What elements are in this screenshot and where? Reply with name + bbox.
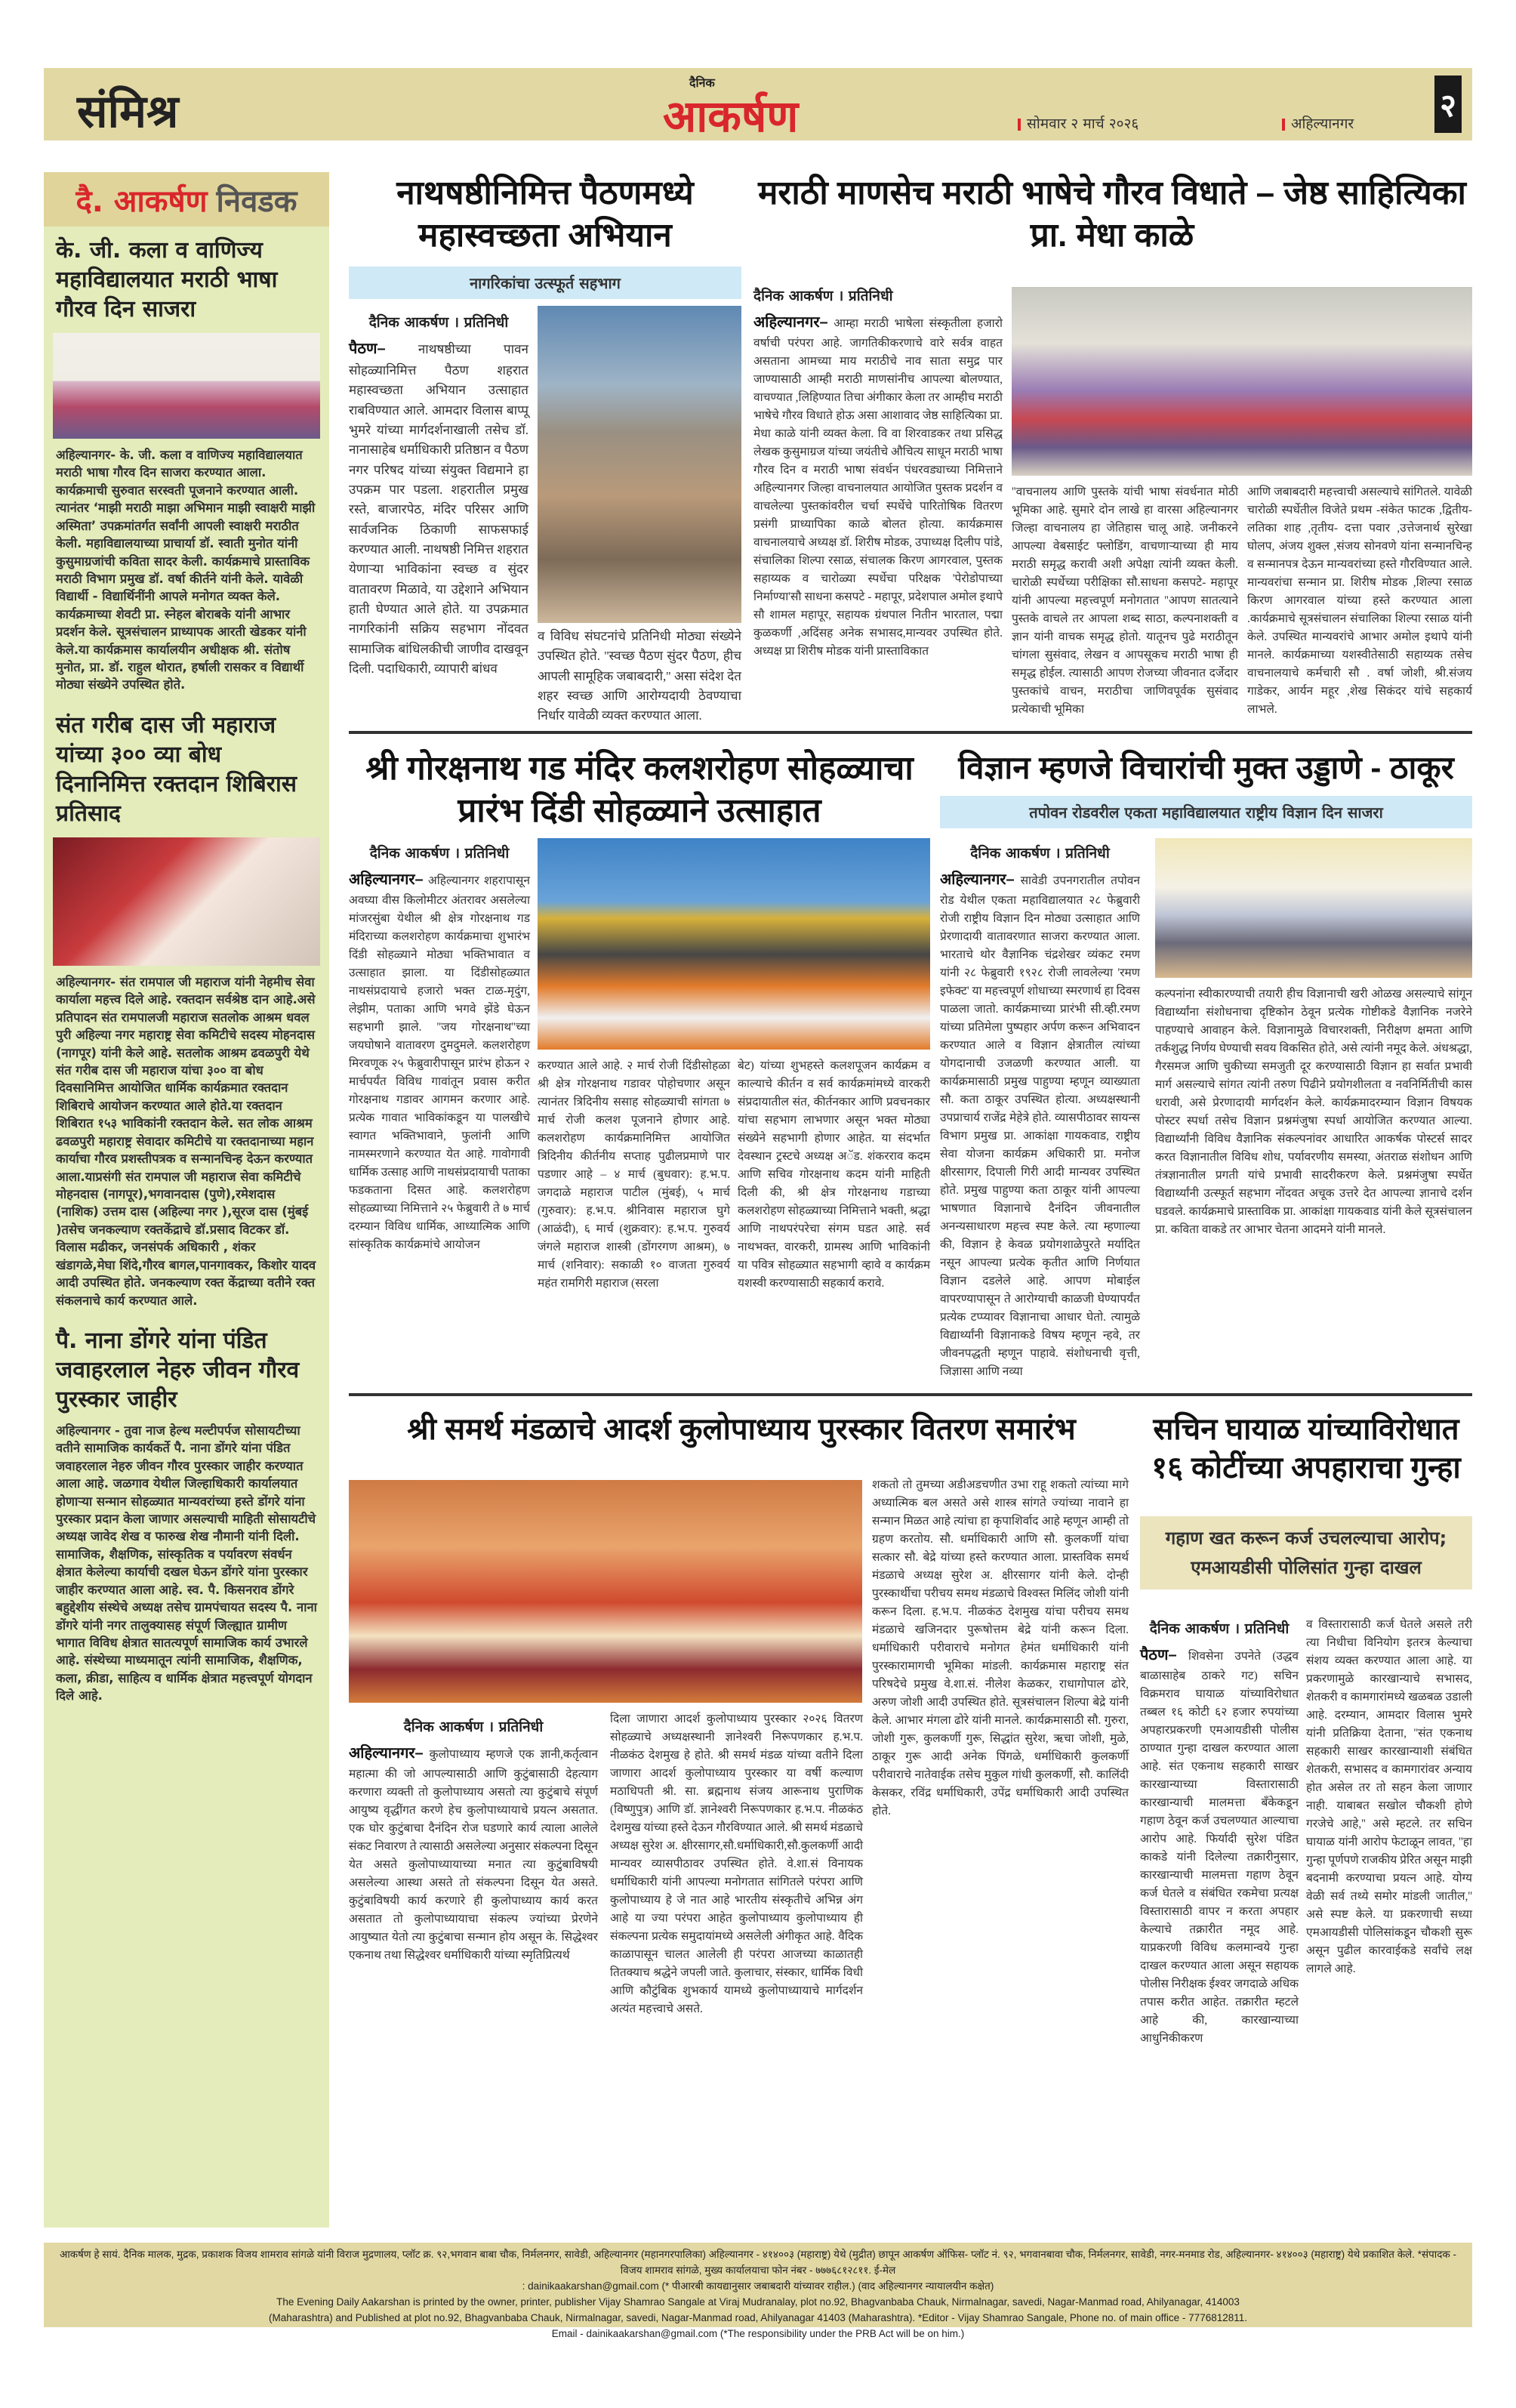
article-gorakshnath [349, 748, 930, 833]
article-gorakshnath-body [349, 868, 530, 1254]
left-article-3-headline: पै. नाना डोंगरे यांना पंडित जवाहरलाल नेहरु जीवन गौरव पुरस्कार जाहीर [56, 1327, 300, 1413]
nivadak-banner-red: दै. आकर्षण [75, 183, 208, 219]
article-vidnyan-subheading: तपोवन रोडवरील एकता महाविद्यालयात राष्ट्रीय विज्ञान दिन साजरा [940, 796, 1472, 828]
page-number: २ [1434, 76, 1462, 133]
imprint-english-3: Email - dainikaakarshan@gmail.com (*The responsibility under the PRB Act will be on him.) [551, 2327, 965, 2339]
article-gorakshnath-body-text: अहिल्यानगर शहरापासून अवघ्या वीस किलोमीटर अंतरावर असलेल्या मांजरसुंबा येथील श्री क्षेत्र गोरक्षनाथ गड मंदिराच्या कलशरोहण कार्यक्रमाचा शुभारंभ दिंडी सोहळ्याने मोठ्या भक्तिभावात व उत्साहात झाला. या दिंडीसोहळ्यात नाथसंप्रदायाचे हजारो भक्त टाळ-मृदुंग, लेझीम, पताका आणि भगवे झेंडे घेऊन सहभागी झाले. ''जय गोरक्षनाथ''च्या जयघोषाने वातावरण दुमदुमले. कलशरोहण मिरवणूक २५ फेब्रुवारीपासून प्रारंभ होऊन २ मार्चपर्यंत विविध गावांतून प्रवास करीत गोरक्षनाथ गडावर आगमन करणार आहे. प्रत्येक गावात भाविकांकडून या पालखीचे स्वागत भक्तिभावाने, फुलांनी आणि नामस्मरणाने करण्यात येत आहे. गावोगावी धार्मिक उत्साह आणि नाथसंप्रदायाची पताका फडकताना दिसत आहे. कलशरोहण सोहळ्याच्या निमित्ताने २५ फेब्रुवारी ते ७ मार्च दरम्यान विविध धार्मिक, आध्यात्मिक आणि सांस्कृतिक कार्यक्रमांचे आयोजन [349, 874, 531, 1252]
edition-city [1282, 113, 1354, 133]
left-article-1-headline: के. जी. कला व वाणिज्य महाविद्यालयात मराठी भाषा गौरव दिन साजरा [56, 237, 278, 322]
imprint-english-2: (Maharashtra) and Published at plot no.92, Bhagvanbaba Chauk, Nirmalnagar, savedi, Nagar-Manmad road, Ahilyanagar 41403 (Maharashtra). *Editor - Vijay Shamrao Sangale, Phone no. of main office - 7776812811. [268, 2311, 1248, 2323]
article-gorakshnath-headline: श्री गोरक्षनाथ गड मंदिर कलशरोहण सोहळ्याचा प्रारंभ दिंडी सोहळ्याने उत्साहात [365, 750, 914, 830]
article-paithan-body-text: नाथषष्ठीच्या पावन सोहळ्यानिमित्त पैठण शहरात महास्वच्छता अभियान उत्साहात राबविण्यात आले. आमदार विलास बाप्पू भुमरे यांच्या मार्गदर्शनाखाली तसेच डॉ. नानासाहेब धर्माधिकारी प्रतिष्ठान व पैठण नगर परिषद यांच्या संयुक्त विद्यमाने हा उपक्रम पार पडला. शहरातील प्रमुख रस्ते, बाजारपेठ, मंदिर परिसर आणि सार्वजनिक ठिकाणी साफसफाई करण्यात आली. नाथषष्ठी निमित्त शहरात येणाऱ्या भाविकांना स्वच्छ व सुंदर वातावरण मिळावे, या उद्देशाने अभियान हाती घेण्यात आले होते. या उपक्रमात नागरिकांनी सक्रिय सहभाग नोंदवत सामाजिक बांधिलकीची जाणीव दाखवून दिली. पदाधिकारी, व्यापारी बांधव [349, 342, 528, 677]
imprint-marathi: आकर्षण हे सायं. दैनिक मालक, मुद्रक, प्रकाशक विजय शामराव सांगळे यांनी विराज मुद्रणालय, प्लॉट क्र. ९२,भगवान बाबा चौक, निर्मलनगर, सावेडी, अहिल्यानगर (महानगरपालिका) अहिल्यानगर - ४१४००३ (महाराष्ट्र) येथे (मुद्रीत) छापून आकर्षण ऑफिस- प्लॉट नं. ९२, भगवानबावा चौक, निर्मलनगर, सावेडी, नगर-मनमाड रोड, अहिल्यानगर- ४१४००३ (महाराष्ट्र) येथे प्रकाशित केले. *संपादक - विजय शामराव सांगळे, मुख्य कार्यालयाचा फोन नंबर - ७७७६८१२८११. ई-मेल [59, 2249, 1457, 2276]
article-samarth-dateline: अहिल्यानगर– [349, 1745, 424, 1762]
article-sachin-headline: सचिन घायाळ यांच्याविरोधात १६ कोटींच्या अपहाराचा गुन्हा [1151, 1413, 1461, 1485]
article-samarth-photo [349, 1480, 862, 1703]
imprint-email-marathi: : dainikaakarshan@gmail.com (* पीआरबी कायद्यानुसार जबाबदारी यांच्यावर राहील.) (वाद अहिल्यानगर न्यायालयीन कक्षेत) [522, 2280, 994, 2292]
article-sachin [1140, 1411, 1472, 1589]
article-samarth-body [349, 1742, 598, 1965]
paper-logo: आकर्षण [663, 91, 799, 142]
article-vidnyan-dateline: अहिल्यानगर– [940, 871, 1015, 888]
article-marathi-col1 [753, 279, 1003, 661]
issue-date-text: सोमवार २ मार्च २०२६ [1027, 116, 1139, 132]
article-marathi-caption-col1: ''वाचनालय आणि पुस्तके यांची भाषा संवर्धनात मोठी भूमिका आहे. सुमारे दोन लाखे हा वारसा अहिल्यानगर जिल्हा वाचनालय हा जेतिहास चालू आहे. जनीकरने आपल्या वेबसाईट फ्लोडिंग, वाचणाऱ्याच्या ही माय मराठी समृद्ध करावी अशी अपेक्षा त्यांनी व्यक्त केली. चारोळी स्पर्धेच्या परीक्षिका सौ.साधना कसपटे- महापूर यांनी आपल्या महत्त्वपूर्ण मनोगतात ''आपण सातत्याने पुस्तके वाचले तर आपला शब्द साठा, कल्पनाशक्ती व ज्ञान यांनी वाचक समृद्ध होतो. यातूनच पुढे मराठीतून चांगला सुसंवाद, लेखन व आपसूकच मराठी भाषा ही समृद्ध होईल. त्यासाठी आपण रोजच्या जीवनात दर्जेदार पुस्तकांचे वाचन, मराठीचा जाणिवपूर्वक सुसंवाद प्रत्येकाची भूमिका [1012, 486, 1238, 717]
section-title: संमिश्र [77, 85, 179, 138]
paper-prefix: दैनिक [689, 76, 715, 90]
article-marathi [753, 172, 1471, 257]
article-marathi-headline: मराठी माणसेच मराठी भाषेचे गौरव विधाते – जेष्ठ साहित्यिका प्रा. मेधा काळे [758, 174, 1466, 254]
article-vidnyan-body-text: सावेडी उपनगरातील तपोवन रोड येथील एकता महाविद्यालयात २८ फेब्रुवारी रोजी राष्ट्रीय विज्ञान दिन मोठ्या उत्साहात आणि प्रेरणादायी वातावरणात साजरा करण्यात आला. भारताचे थोर वैज्ञानिक चंद्रशेखर व्यंकट रमण यांनी २८ फेब्रुवारी १९२८ रोजी लावलेल्या 'रमण इफेक्ट' या महत्त्वपूर्ण शोधाच्या स्मरणार्थ हा दिवस पाळला जातो. कार्यक्रमाच्या प्रारंभी सी.व्ही.रमण यांच्या प्रतिमेला पुष्पहार अर्पण करून अभिवादन करण्यात आले व विज्ञान क्षेत्रातील त्यांच्या योगदानाची उजळणी करण्यात आली. या कार्यक्रमासाठी प्रमुख पाहुण्या म्हणून व्याख्याता सौ. कता ठाकूर उपस्थित होत्या. अध्यक्षस्थानी उपप्राचार्य राजेंद्र मेहेत्रे होते. व्यासपीठावर सायन्स विभाग प्रमुख प्रा. आकांक्षा गायकवाड, राष्ट्रीय सेवा योजना कार्यक्रम अधिकारी प्रा. मनोज क्षीरसागर, दिपाली गिरी आदी मान्यवर उपस्थित होते. प्रमुख पाहुण्या कता ठाकूर यांनी आपल्या भाषणात विज्ञानाचे दैनंदिन जीवनातील अनन्यसाधारण महत्त्व स्पष्ट केले. त्या म्हणाल्या की, विज्ञान हे केवळ प्रयोगशाळेपुरते मर्यादित नसून आपल्या प्रत्येक कृतीत आणि निर्णयात विज्ञान दडलेले आहे. आपण मोबाईल वापरण्यापासून ते आरोग्याची काळजी घेण्यापर्यंत प्रत्येक टप्प्यावर विज्ञानाचा आधार घेतो. त्यामुळे विद्यार्थ्यांनी विज्ञानाकडे विषय म्हणून न्हवे, तर जीवनपद्धती म्हणून पाहावे. संशोधनाची वृत्ती, जिज्ञासा आणि नव्या [940, 874, 1141, 1379]
article-paithan-dateline: पैठण– [349, 341, 386, 357]
article-paithan-subheading: नागरिकांचा उत्स्फूर्त सहभाग [349, 267, 741, 299]
article-marathi-body-text: आम्हा मराठी भाषेला संस्कृतीला हजारो वर्षाची परंपरा आहे. जागतिकीकरणाचे वारे सर्वत्र वाहत असताना आमच्या माय मराठीचे नाव साता समुद्र पार जाण्यासाठी आम्ही मराठी माणसांनीच आपल्या बोलण्यात, वाचण्यात ,लिहिण्यात तिचा अंगीकार केला तर आम्हीच मराठी भाषेचे गौरव विधाते होऊ असा आशावाद जेष्ठ साहित्यिका प्रा. मेधा काळे यांनी व्यक्त केला. वि वा शिरवाडकर तथा प्रसिद्ध लेखक कुसुमाग्रज यांच्या जयंतीचे औचित्य साधून मराठी भाषा गौरव दिन व मराठी भाषा संवर्धन पंधरवड्याच्या निमित्ताने अहिल्यानगर जिल्हा वाचनालयात आयोजित पुस्तक प्रदर्शन व वाचलेल्या पुस्तकांवरील चर्चा स्पर्धेचे पारितोषिक वितरण प्रसंगी प्राध्यापिका काळे बोलत होत्या. कार्यक्रमास वाचनालयाचे अध्यक्ष डॉ. शिरीष मोडक, उपाध्यक्ष दिलीप पांडे, संचालिका शिल्पा रसाळ, संचालक किरण आगरवाल, पुस्तक सहाय्यक व चारोळ्या स्पर्धेचा परिक्षक 'पेरोडोपाच्या निर्माण्या'सौ साधना कसपटे - महापूर, प्रदेशपाल अमोल इथापे सौ शामल महापूर, सहायक ग्रंथपाल नितीन भारताल, पद्मा कुळकर्णी ,अदिंसह अनेक सभासद,मान्यवर उपस्थित होते. अध्यक्ष प्रा शिरीष मोडक यांनी प्रास्ताविकात [753, 317, 1003, 658]
imprint-english-1: The Evening Daily Aakarshan is printed by the owner, printer, publisher Vijay Shamrao Sangale at Viraj Mudranalay, plot no.92, Bhagvanbaba Chauk, Nirmalnagar, savedi, Nagar-Manmad road, Ahilyanagar, 414003 [276, 2295, 1240, 2308]
left-article-1-photo [53, 333, 320, 439]
left-article-1-body: अहिल्यानगर- के. जी. कला व वाणिज्य महाविद्यालयात मराठी भाषा गौरव दिन साजरा करण्यात आला. कार्यक्रमाची सुरुवात सरस्वती पूजनाने करण्यात आली. त्यानंतर ‘माझी मराठी माझा अभिमान माझी स्वाक्षरी माझी अस्मिता’ उपक्रमांतर्गत सर्वांनी आपली स्वाक्षरी मराठीत केली. महाविद्यालयाच्या प्राचार्या डॉ. स्वाती मुनोत यांनी कुसुमाग्रजांची कविता सादर केली. कार्यक्रमाचे प्रास्ताविक मराठी विभाग प्रमुख डॉ. वर्षा कीर्तने यांनी केले. यावेळी विद्यार्थी - विद्यार्थिनींनी आपले मनोगत व्यक्त केले. कार्यक्रमाच्या शेवटी प्रा. स्नेहल बोराबके यांनी आभार प्रदर्शन केले. सूत्रसंचालन प्राध्यापक आरती खेडकर यांनी केले.या कार्यक्रमास कार्यालयीन अधीक्षक श्री. संतोष मुनोत, प्रा. डॉ. राहुल थोरात, हर्षाली रासकर व विद्यार्थी मोठ्या संख्येने उपस्थित होते. [56, 448, 316, 692]
article-vidnyan-body [940, 868, 1140, 1381]
article-sachin-body [1140, 1644, 1299, 2048]
article-sachin-dateline: पैठण– [1140, 1647, 1177, 1663]
article-gorakshnath-body-col2: करण्यात आले आहे. २ मार्च रोजी दिंडीसोहळा श्री क्षेत्र गोरक्षनाथ गडावर पोहोचणार असून त्यानंतर त्रिदिनीय ससाह सोहळ्याची सांगता ७ मार्च रोजी कलश पूजनाने होणार आहे. कलशरोहण कार्यक्रमानिमित्त आयोजित त्रिदिनीय कीर्तनीय सप्ताह पुढीलप्रमाणे पार पडणार आहे – ४ मार्च (बुधवार): ह.भ.प. जगदाळे महाराज पाटील (मुंबई), ५ मार्च (गुरुवार): ह.भ.प. श्रीनिवास महाराज घुगे (आळंदी), ६ मार्च (शुक्रवार): ह.भ.प. गुरुवर्य जंगले महाराज शास्त्री (डोंगरगण आश्रम), ७ मार्च (शनिवार): सकाळी १० वाजता गुरुवर्य महंत रामगिरी महाराज (सरला [538, 1059, 730, 1290]
edition-city-text: अहिल्यानगर [1291, 116, 1354, 132]
article-samarth-headline: श्री समर्थ मंडळाचे आदर्श कुलोपाध्याय पुरस्कार वितरण समारंभ [407, 1413, 1076, 1446]
article-samarth-body-col3: शकतो तो तुमच्या अडीअडचणीत उभा राहू शकतो त्यांच्या मागे अध्यात्मिक बल असते असे शास्त्र सांगते ज्यांच्या नावाने हा सन्मान मिळत आहे त्यांचा हा कृपाशिर्वाद आहे म्हणून आम्ही तो ग्रहण करतोय. सौ. धर्माधिकारी आणि सौ. कुलकर्णी यांचा सत्कार सौ. बेद्रे यांच्या हस्ते करण्यात आला. प्रास्तविक समर्थ मंडळाचे अध्यक्ष सुरेश अ. क्षीरसागर यांनी केले. दोन्ही पुरस्कार्थीचा परीचय समथ मंडळाचे विश्वस्त मिलिंद जोशी यांनी करून दिला. ह.भ.प. नीळकंठ देशमुख यांचा परीचय समथ मंडळाचे खजिनदार पुरूषोत्तम बेद्रे यांनी करून दिला. धर्माधिकारी परीवाराचे मनोगत हेमंत धर्माधिकारी यांनी पुरस्कारामागची भूमिका मांडली. कार्यक्रमास महाराष्ट्र संत परिषदेचे प्रमुख वे.शा.सं. नीलेश केळकर, राधागोपाल ढोरे, अरुण जोशी आदी उपस्थित होते. सूत्रसंचालन शिल्पा बेद्रे यांनी केले. आभार मंगला ढोरे यांनी मानले. कार्यक्रमासाठी सौ. गुरुरा, जोशी गुरू, कुलकर्णी गुरू, सिद्धांत सुरेश, ऋचा जोशी, मुळे, ठाकूर गुरू आदी अनेक पिंगळे, धर्माधिकारी कुलकर्णी परीवाराचे नातेवाईक तसेच मुकुल गांधी कुलकर्णी, सौ. कालिंदी केसकर, रविंद्र धर्माधिकारी, उपेंद्र धर्माधिकारी आदी उपस्थित होते. [872, 1478, 1129, 1818]
article-sachin-col1 [1140, 1612, 1299, 2048]
article-vidnyan-headline: विज्ञान म्हणजे विचारांची मुक्त उड्डाणे - ठाकूर [958, 750, 1454, 785]
left-column-nivadak [44, 172, 329, 2228]
article-paithan-photo [538, 306, 741, 623]
red-marker-icon [1018, 119, 1021, 131]
article-paithan-byline: दैनिक आकर्षण । प्रतिनिधी [368, 314, 509, 331]
issue-date [1018, 113, 1139, 133]
left-article-2-headline: संत गरीब दास जी महाराज यांच्या ३०० व्या बोध दिनानिमित्त रक्तदान शिबिरास प्रतिसाद [56, 711, 297, 827]
article-vidnyan-body-col2: कल्पनांना स्वीकारण्याची तयारी हीच विज्ञानाची खरी ओळख असल्याचे सांगून विद्यार्थ्यांना संशोधनाचा दृष्टिकोन ठेवून प्रत्येक गोष्टीकडे वैज्ञानिक नजरेने पाहण्याचे आवाहन केले. विज्ञानामुळे विचारशक्ती, निरीक्षण क्षमता आणि तर्कशुद्ध निर्णय घेण्याची सवय विकसित होते, असे त्यांनी नमूद केले. अंधश्रद्धा, गैरसमज आणि चुकीच्या समजुती दूर करण्यासाठी विज्ञान हा सर्वात प्रभावी मार्ग असल्याचे सांगत त्यांनी तरुण पिढीने प्रयोगशीलता व नवनिर्मितीची कास धरावी, असे प्रेरणादायी मार्गदर्शन केले. कार्यक्रमादरम्यान विज्ञान विषयक पोस्टर स्पर्धा तसेच विज्ञान प्रश्नमंजुषा स्पर्धा आयोजित करण्यात आल्या. विद्यार्थ्यांनी विविध वैज्ञानिक संकल्पनांवर आधारित आकर्षक पोस्टर्स सादर करत विज्ञानातील विविध शोध, पर्यावरणीय समस्या, अंतराळ संशोधन आणि तंत्रज्ञानातील प्रगती यांचे प्रभावी सादरीकरण केले. प्रश्नमंजुषा स्पर्धेत विद्यार्थ्यांनी उत्स्फूर्त सहभाग नोंदवत अचूक उत्तरे देत आपल्या ज्ञानाचे दर्शन घडवले. कार्यक्रमाचे प्रास्ताविक प्रा. आकांक्षा गायकवाड यांनी केले सूत्रसंचालन प्रा. कविता वाकडे तर आभार चेतना आदमने यांनी मानले. [1155, 988, 1472, 1237]
left-article-2-body: अहिल्यानगर- संत रामपाल जी महाराज यांनी नेहमीच सेवा कार्याला महत्त्व दिले आहे. रक्तदान सर्वश्रेष्ठ दान आहे.असे प्रतिपादन संत रामपालजी महाराज सतलोक आश्रम धवल पुरी अहिल्या नगर महाराष्ट्र सेवा कमिटीचे सदस्य मोहनदास (नागपूर) यांनी केले आहे. सतलोक आश्रम ढवळपुरी येथे संत गरीब दास जी महाराज यांचा ३०० वा बोध दिवसानिमित्त आयोजित धार्मिक कार्यक्रमात रक्तदान शिबिराचे आयोजन करण्यात आले होते.या रक्तदान शिबिरात १५३ भाविकांनी रक्तदान केले. सत लोक आश्रम ढवळपुरी महाराष्ट्र सेवादार कमिटीचे या रक्तदानाच्या महान कार्याचा गौरव प्रशस्तीपत्रक व सन्मानचिन्ह देऊन करण्यात आला.याप्रसंगी संत रामपाल जी महाराज सेवा कमिटीचे मोहनदास (नागपूर),भगवानदास (पुणे),रमेशदास (नाशिक) उत्तम दास (अहिल्या नगर ),सूरज दास (मुंबई )तसेच जनकल्याण रक्तकेंद्राचे डॉ.प्रसाद विटकर डॉ. विलास मढीकर, जनसंपर्क अधिकारी , शंकर खंडागळे,मेघा शिंदे,गौरव बागल,पानगावकर, किशोर यादव आदी उपस्थित होते. जनकल्याण रक्त केंद्राच्या वतीने रक्त संकलनाचे कार्य करण्यात आले. [56, 974, 316, 1308]
article-gorakshnath-byline: दैनिक आकर्षण । प्रतिनिधी [369, 845, 510, 862]
left-article-3-body: अहिल्यानगर - तुवा नाज हेल्थ मल्टीपर्पज सोसायटीच्या वतीने सामाजिक कार्यकर्ते पै. नाना डोंगरे यांना पंडित जवाहरलाल नेहरु जीवन गौरव पुरस्कार जाहीर करण्यात आला आहे. जळगाव येथील जिल्हाधिकारी कार्यालयात होणाऱ्या सन्मान सोहळ्यात मान्यवरांच्या हस्ते डोंगरे यांना पुरस्कार प्रदान केला जाणार असल्याची माहिती सोसायटीचे अध्यक्ष जावेद शेख व फारुख शेख नौमानी यांनी दिली. सामाजिक, शैक्षणिक, सांस्कृतिक व पर्यावरण संवर्धन क्षेत्रात केलेल्या कार्याची दखल घेऊन डोंगरे यांना पुरस्कार जाहीर करण्यात आला आहे. स्व. पै. किसनराव डोंगरे बहुद्देशीय संस्थेचे अध्यक्ष तसेच ग्रामपंचायत सदस्य पै. नाना डोंगरे यांनी नगर तालुक्यासह संपूर्ण जिल्ह्यात ग्रामीण भागात विविध क्षेत्रात सातत्यपूर्ण सामाजिक कार्य उभारले आहे. संस्थेच्या माध्यमातून त्यांनी सामाजिक, शैक्षणिक, कला, क्रीडा, साहित्य व धार्मिक क्षेत्रात महत्त्वपूर्ण योगदान दिले आहे. [56, 1423, 317, 1703]
article-sachin-byline: दैनिक आकर्षण । प्रतिनिधी [1149, 1620, 1290, 1637]
article-vidnyan-col1 [940, 837, 1140, 1381]
article-paithan-body [349, 338, 528, 680]
article-gorakshnath-body-col3: बेट) यांच्या शुभहस्ते कलशपूजन कार्यक्रम व काल्याचे कीर्तन व सर्व कार्यक्रमांमध्ये वारकरी संप्रदायातील संत, कीर्तनकार आणि प्रवचनकार यांचा सहभाग लाभणार असून भक्त मोठ्या संख्येने सहभागी होणार आहेत. या संदर्भात देवस्थान ट्रस्टचे अध्यक्ष अॅड. शंकरराव कदम आणि सचिव गोरक्षनाथ कदम यांनी माहिती दिली की, श्री क्षेत्र गोरक्षनाथ गडाच्या कलशरोहण सोहळ्याच्या निमित्ताने भक्ती, श्रद्धा आणि नाथपरंपरेचा संगम घडत आहे. सर्व नाथभक्त, वारकरी, ग्रामस्थ आणि भाविकांनी या पवित्र सोहळ्यात सहभागी व्हावे व कार्यक्रम यशस्वी करण्यासाठी सहकार्य करावे. [738, 1059, 930, 1290]
article-paithan-body-cont: व विविध संघटनांचे प्रतिनिधी मोठ्या संख्येने उपस्थित होते. ''स्वच्छ पैठण सुंदर पैठण, हीच आपली सामूहिक जबाबदारी,'' असा संदेश देत शहर स्वच्छ आणि आरोग्यदायी ठेवण्याचा निर्धार यावेळी व्यक्त करण्यात आला. [538, 629, 741, 723]
nivadak-banner-grey: निवडक [216, 183, 297, 219]
article-gorakshnath-col1 [349, 837, 530, 1254]
article-vidnyan-photo [1155, 838, 1472, 978]
article-sachin-body-col2: व विस्तारासाठी कर्ज घेतले असले तरी त्या निधीचा विनियोग इतरत्र केल्याचा संशय व्यक्त करण्यात आला आहे. या प्रकरणामुळे कारखान्याचे सभासद, शेतकरी व कामगारांमध्ये खळबळ उडाली आहे. दरम्यान, आमदार विलास भुमरे यांनी प्रतिक्रिया देताना, ''संत एकनाथ सहकारी साखर कारखान्याशी संबंधित शेतकरी, सभासद व कामगारांवर अन्याय होत असेल तर तो सहन केला जाणार नाही. याबाबत सखोल चौकशी होणे गरजेचे आहे,'' असे म्हटले. तर सचिन घायाळ यांनी आरोप फेटाळून लावत, ''हा गुन्हा पूर्णपणे राजकीय प्रेरित असून माझी बदनामी करण्याचा प्रयत्न आहे. योग्य वेळी सर्व तथ्ये समोर मांडली जातील,'' असे स्पष्ट केले. या प्रकरणाची सध्या एमआयडीसी पोलिसांकडून चौकशी सुरू असून पुढील कारवाईकडे सर्वांचे लक्ष लागले आहे. [1306, 1618, 1472, 1976]
article-samarth-byline: दैनिक आकर्षण । प्रतिनिधी [403, 1719, 544, 1735]
article-sachin-subheading: गहाण खत करून कर्ज उचलल्याचा आरोप; एमआयडीसी पोलिसांत गुन्हा दाखल [1140, 1516, 1472, 1589]
imprint-footer [44, 2243, 1472, 2339]
article-marathi-dateline: अहिल्यानगर– [753, 314, 828, 331]
article-paithan [349, 172, 741, 299]
article-vidnyan-byline: दैनिक आकर्षण । प्रतिनिधी [970, 845, 1110, 862]
article-vidnyan [940, 748, 1472, 828]
left-article-2-photo [53, 837, 320, 966]
article-marathi-byline: दैनिक आकर्षण । प्रतिनिधी [753, 288, 893, 304]
article-marathi-body [753, 311, 1003, 661]
article-marathi-caption-col2: आणि जबाबदारी महत्त्वाची असल्याचे सांगितले. यावेळी चारोळी स्पर्धेतील विजेते प्रथम -संकेत फाटक ,द्वितीय- लतिका शाह ,तृतीय- दत्ता पवार ,उत्तेजनार्थ सुरेखा घोलप, अंजय शुक्ल ,संजय सोनवणे यांना सन्मानचिन्ह व सन्मानपत्र देऊन मान्यवरांच्या हस्ते गौरविण्यात आले. मान्यवरांचा सन्मान प्रा. शिरीष मोडक ,शिल्पा रसाळ किरण आगरवाल यांच्या हस्ते करण्यात आला .कार्यक्रमाचे सूत्रसंचालन संचालिका शिल्पा रसाळ यांनी केले. उपस्थित मान्यवरांचे आभार अमोल इथापे यांनी मानले. कार्यक्रमाच्या यशस्वीतेसाठी सहाय्यक तसेच वाचनालयाचे कर्मचारी सौ . वर्षा जोशी, श्री.संजय गाडेकर, आर्यन महूर ,शेख सिकंदर यांचे सहकार्य लाभले. [1247, 486, 1472, 717]
article-paithan-headline: नाथषष्ठीनिमित्त पैठणमध्ये महास्वच्छता अभियान [396, 174, 694, 254]
article-samarth-body-col2: दिला जाणारा आदर्श कुलोपाध्याय पुरस्कार २०२६ वितरण सोहळ्याचे अध्यक्षस्थानी ज्ञानेश्वरी निरूपणकार ह.भ.प. नीळकंठ देशमुख हे होते. श्री समर्थ मंडळ यांच्या वतीने दिला जाणारा आदर्श कुलोपाध्याय पुरस्कार या वर्षी कल्याण मठाधिपती श्री. सा. ब्रह्मनाथ संजय आरूनाथ पुराणिक (विष्णुपुत्र) आणि डॉ. ज्ञानेश्वरी निरूपणकार ह.भ.प. नीळकंठ देशमुख यांच्या हस्ते देऊन गौरविण्यात आले. श्री समर्थ मंडळाचे अध्यक्ष सुरेश अ. क्षीरसागर,सौ.धर्माधिकारी,सौ.कुलकर्णी आदी मान्यवर व्यासपीठावर उपस्थित होते. वे.शा.सं विनायक धर्माधिकारी यांनी आपल्या मनोगतात सांगितले परंपरा आणि कुलोपाध्याय हे जे नात आहे भारतीय संस्कृतीचे अभिन्न अंग आहे या ज्या परंपरा आहेत कुलोपाध्याय कुलोपाध्याय ही संकल्पना प्रत्येक समुदायांमध्ये असलेली अंगीकृत आहे. वैदिक काळापासून चालत आलेली ही परंपरा आजच्या काळातही तितक्याच श्रद्धेने जपली जाते. कुलाचार, संस्कार, धार्मिक विधी आणि कौटुंबिक शुभकार्य यामध्ये कुलोपाध्यायाचे मार्गदर्शन अत्यंत महत्त्वाचे असते. [610, 1713, 863, 2016]
red-marker-icon [1282, 119, 1285, 131]
article-paithan-col1 [349, 306, 528, 680]
article-gorakshnath-dateline: अहिल्यानगर– [349, 871, 424, 888]
article-sachin-body-text: शिवसेना उपनेते (उद्धव बाळासाहेब ठाकरे गट) सचिन विक्रमराव घायाळ यांच्याविरोधात तब्बल १६ कोटी ६२ हजार रुपयांच्या अपहारप्रकरणी एमआयडीसी पोलीस ठाण्यात गुन्हा दाखल करण्यात आला आहे. संत एकनाथ सहकारी साखर कारखान्याच्या विस्तारासाठी कारखान्याची मालमत्ता बँकेकडून गहाण ठेवून कर्ज उचलण्यात आल्याचा आरोप आहे. फिर्यादी सुरेश पंडित काकडे यांनी दिलेल्या तक्रारीनुसार, कारखान्याची मालमत्ता गहाण ठेवून कर्ज घेतले व संबंधित रकमेचा प्रत्यक्ष विस्तारासाठी वापर न करता अपहार केल्याचे तक्रारीत नमूद आहे. याप्रकरणी विविध कलमान्वये गुन्हा दाखल करण्यात आला असून सहायक पोलीस निरीक्षक ईश्वर जगदाळे अधिक तपास करीत आहेत. तक्रारीत म्हटले आहे की, कारखान्याच्या आधुनिकीकरण [1140, 1650, 1299, 2046]
section-divider [349, 731, 1472, 734]
article-marathi-photo [1012, 287, 1472, 476]
section-divider [349, 1393, 1472, 1396]
article-samarth-col1 [349, 1710, 598, 1965]
article-samarth [349, 1411, 1134, 1449]
article-samarth-body-text: कुलोपाध्याय म्हणजे एक ज्ञानी,कर्तृत्वान महात्मा की जो आपल्यासाठी आणि कुटुंबासाठी देहत्याग करणारा व्यक्ती तो कुलोपाध्याय असतो त्या कुटुंबाचे संपूर्ण आयुष्य वृद्धींगत करणे हेच कुलोपाध्यायाचे प्रयत्न असतात. एक घोर कुटुंबाचा दैनंदिन रोज घडणारे कार्य त्याला आलेले संकट निवारण ते त्यासाठी असलेल्या अनुसार संकल्पना दिसून येत असते कुलोपाध्यायाच्या मनात त्या कुटुंबाविषयी असलेल्या आस्था असते तो संकल्पना दिसून येत असते. कुटुंबाविषयी कार्य करणारे ही कुलोपाध्याय कार्य करत असतात तो कुलोपाध्यायाचा संकल्प ज्यांच्या प्रेरणेने आयुष्यात येतो त्या कुटुंबाचा सन्मान होय असून के. सिद्धेश्वर एकनाथ तथा सिद्धेश्वर धर्माधिकारी यांच्या स्मृतिप्रित्यर्थ [349, 1748, 599, 1962]
masthead [44, 68, 1472, 140]
article-gorakshnath-photo [538, 838, 930, 1050]
nivadak-banner [44, 172, 329, 227]
